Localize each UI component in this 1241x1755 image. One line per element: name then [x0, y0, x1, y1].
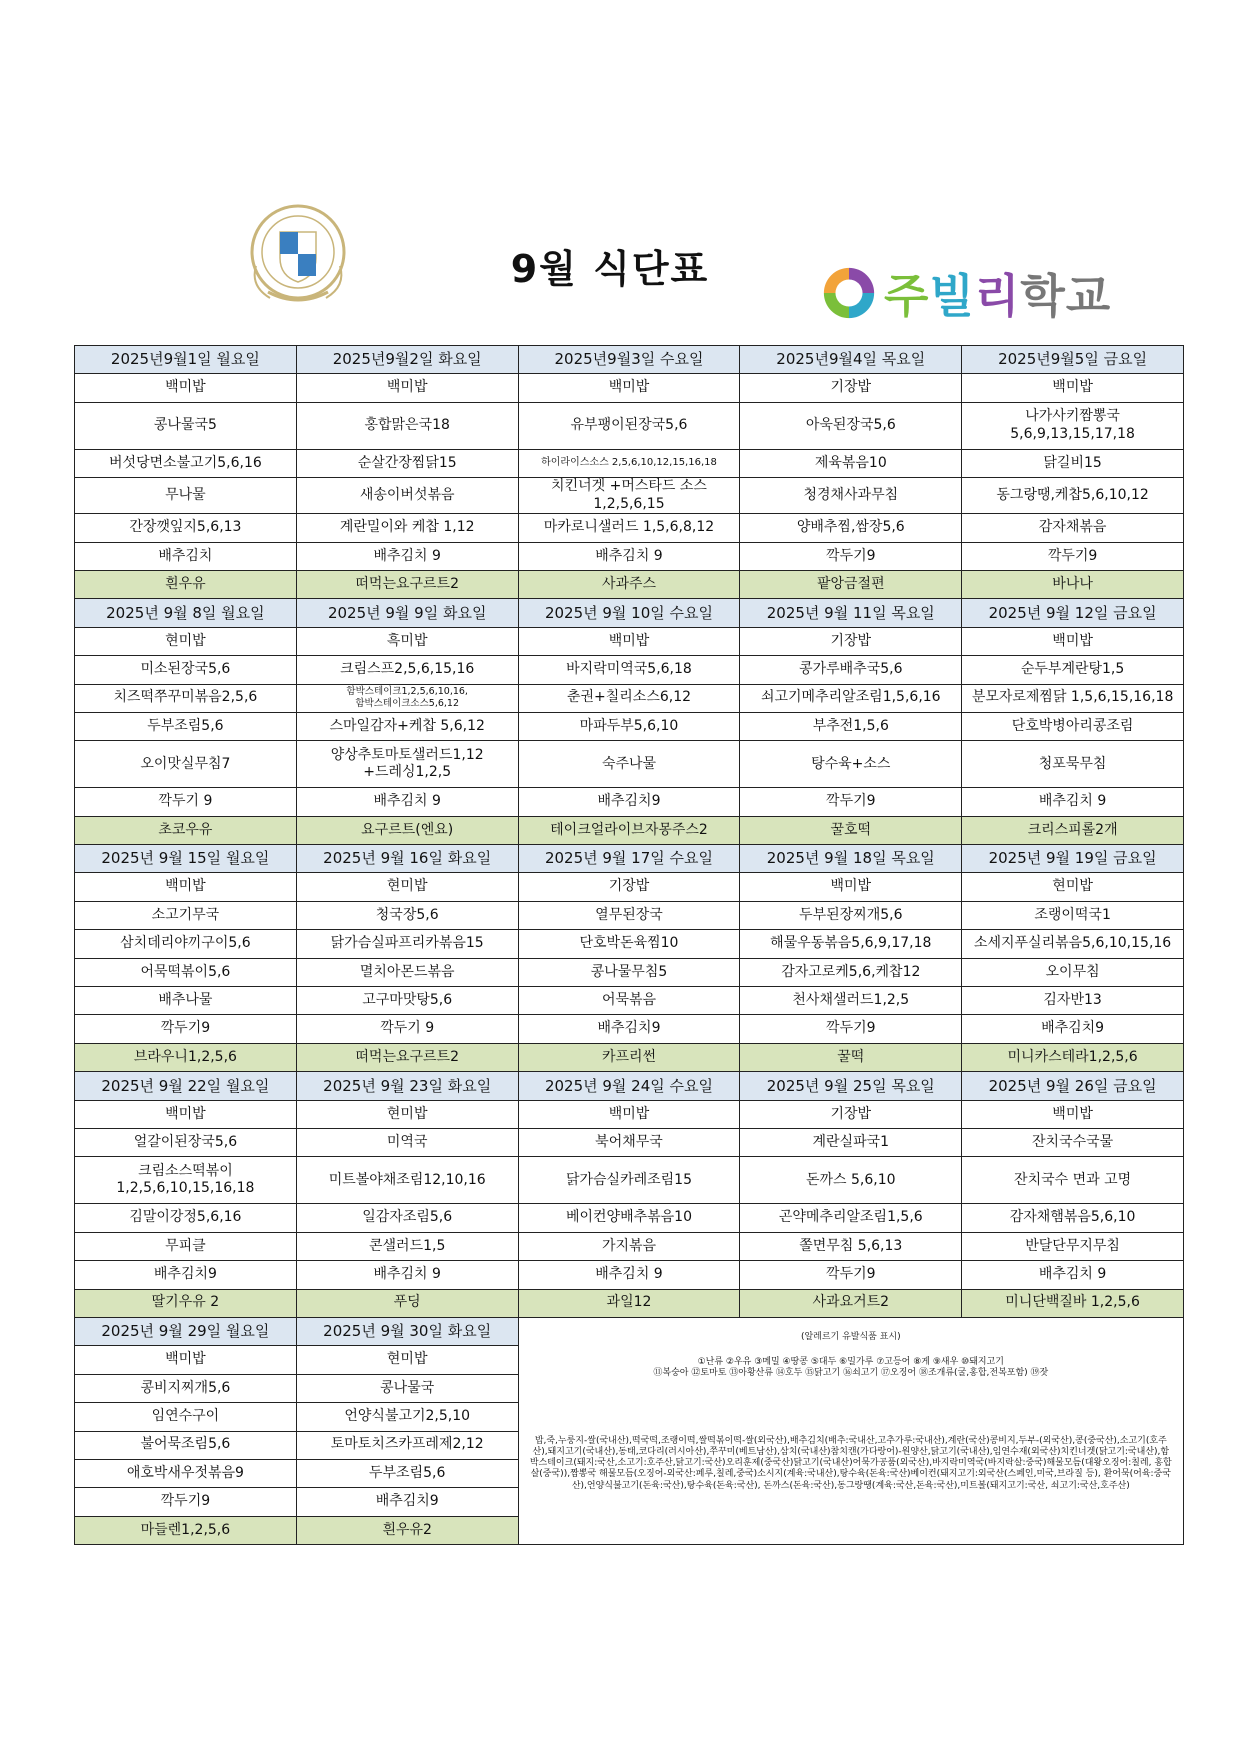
day-date-header: 2025년 9월 29일 월요일 [75, 1317, 297, 1345]
brand-name-part: 학교 [1020, 269, 1112, 323]
menu-item: 기장밥 [740, 1100, 962, 1128]
menu-row [75, 449, 1184, 477]
menu-item: 순두부계란탕1,5 [962, 656, 1184, 684]
menu-item: 임연수구이 [75, 1403, 297, 1431]
menu-row [75, 873, 1184, 901]
menu-item: 콩비지찌개5,6 [75, 1374, 297, 1402]
menu-item: 현미밥 [296, 1100, 518, 1128]
menu-item: 멸치아몬드볶음 [296, 958, 518, 986]
menu-item: 바지락미역국5,6,18 [518, 656, 740, 684]
menu-item: 무나물 [75, 478, 297, 514]
menu-item: 소고기무국 [75, 901, 297, 929]
menu-item: 쇠고기메추리알조림1,5,6,16 [740, 684, 962, 712]
day-date-header: 2025년9월5일 금요일 [962, 346, 1184, 374]
menu-row [75, 684, 1184, 712]
menu-item: 잔치국수 면과 고명 [962, 1157, 1184, 1204]
menu-item: 홍합맑은국18 [296, 402, 518, 449]
menu-item: 백미밥 [75, 1100, 297, 1128]
menu-row [75, 374, 1184, 402]
menu-item: 양상추토마토샐러드1,12 +드레싱1,2,5 [296, 741, 518, 788]
snack-item: 마들렌1,2,5,6 [75, 1516, 297, 1544]
menu-item: 간장깻잎지5,6,13 [75, 514, 297, 542]
snack-item: 푸딩 [296, 1289, 518, 1317]
menu-row [75, 478, 1184, 514]
snack-item: 흰우유2 [296, 1516, 518, 1544]
menu-row [75, 958, 1184, 986]
menu-row [75, 930, 1184, 958]
menu-item: 마카로니샐러드 1,5,6,8,12 [518, 514, 740, 542]
menu-item: 깍두기9 [740, 1261, 962, 1289]
day-date-header: 2025년 9월 8일 월요일 [75, 599, 297, 627]
menu-item: 치즈떡쭈꾸미볶음2,5,6 [75, 684, 297, 712]
menu-item: 새송이버섯볶음 [296, 478, 518, 514]
menu-item: 콩나물국5 [75, 402, 297, 449]
menu-item: 배추김치 [75, 542, 297, 570]
menu-row [75, 346, 1184, 374]
menu-item: 청국장5,6 [296, 901, 518, 929]
menu-row [75, 1261, 1184, 1289]
menu-row [75, 627, 1184, 655]
menu-item: 조랭이떡국1 [962, 901, 1184, 929]
day-date-header: 2025년 9월 11일 목요일 [740, 599, 962, 627]
menu-item: 소세지푸실리볶음5,6,10,15,16 [962, 930, 1184, 958]
menu-row [75, 1289, 1184, 1317]
snack-item: 과일12 [518, 1289, 740, 1317]
menu-item: 잔치국수국물 [962, 1128, 1184, 1156]
menu-row [75, 1100, 1184, 1128]
menu-item: 단호박병아리콩조림 [962, 712, 1184, 740]
menu-item: 현미밥 [75, 627, 297, 655]
menu-item: 쫄면무침 5,6,13 [740, 1232, 962, 1260]
menu-row [75, 1157, 1184, 1204]
menu-item: 배추김치 9 [518, 542, 740, 570]
menu-item: 오이무침 [962, 958, 1184, 986]
menu-item: 백미밥 [75, 873, 297, 901]
day-date-header: 2025년 9월 25일 목요일 [740, 1072, 962, 1100]
menu-item: 곤약메추리알조림1,5,6 [740, 1204, 962, 1232]
day-date-header: 2025년 9월 16일 화요일 [296, 845, 518, 873]
menu-item: 배추김치 9 [296, 542, 518, 570]
menu-item: 김말이강정5,6,16 [75, 1204, 297, 1232]
menu-item: 깍두기9 [740, 1015, 962, 1043]
menu-item: 어묵볶음 [518, 987, 740, 1015]
menu-item: 무피클 [75, 1232, 297, 1260]
menu-row [75, 816, 1184, 844]
allergy-title: (알레르기 유발식품 표시) [800, 1331, 901, 1342]
snack-item: 크리스피롤2개 [962, 816, 1184, 844]
menu-item: 얼갈이된장국5,6 [75, 1128, 297, 1156]
menu-row [75, 901, 1184, 929]
menu-row [75, 1204, 1184, 1232]
menu-item: 백미밥 [740, 873, 962, 901]
day-date-header: 2025년 9월 12일 금요일 [962, 599, 1184, 627]
menu-item: 닭길비15 [962, 449, 1184, 477]
menu-row [75, 1232, 1184, 1260]
menu-item: 계란실파국1 [740, 1128, 962, 1156]
menu-row [75, 987, 1184, 1015]
menu-item: 크림소스떡볶이 1,2,5,6,10,15,16,18 [75, 1157, 297, 1204]
snack-item: 떠먹는요구르트2 [296, 1043, 518, 1071]
snack-item: 흰우유 [75, 570, 297, 598]
menu-item: 분모자로제찜닭 1,5,6,15,16,18 [962, 684, 1184, 712]
menu-item: 스마일감자+케찹 5,6,12 [296, 712, 518, 740]
menu-item: 하이라이스소스 2,5,6,10,12,15,16,18 [518, 449, 740, 477]
menu-row [75, 514, 1184, 542]
day-date-header: 2025년 9월 17일 수요일 [518, 845, 740, 873]
menu-item: 청경채사과무침 [740, 478, 962, 514]
menu-item: 청포묵무침 [962, 741, 1184, 788]
menu-item: 감자고로케5,6,케찹12 [740, 958, 962, 986]
menu-item: 현미밥 [962, 873, 1184, 901]
menu-item: 부추전1,5,6 [740, 712, 962, 740]
menu-item: 현미밥 [296, 873, 518, 901]
menu-item: 배추김치9 [518, 788, 740, 816]
school-brand-icon [820, 264, 878, 322]
menu-item: 나가사키짬뽕국 5,6,9,13,15,17,18 [962, 402, 1184, 449]
school-brand-name [884, 260, 1111, 326]
snack-item: 떠먹는요구르트2 [296, 570, 518, 598]
menu-item: 흑미밥 [296, 627, 518, 655]
menu-item: 깍두기9 [740, 542, 962, 570]
brand-name-part: 리 [974, 269, 1021, 323]
menu-item: 기장밥 [740, 374, 962, 402]
day-date-header: 2025년9월3일 수요일 [518, 346, 740, 374]
menu-row [75, 1128, 1184, 1156]
menu-item: 김자반13 [962, 987, 1184, 1015]
menu-item: 제육볶음10 [740, 449, 962, 477]
snack-item: 팥앙금절편 [740, 570, 962, 598]
snack-item: 테이크얼라이브자몽주스2 [518, 816, 740, 844]
day-date-header: 2025년 9월 15일 월요일 [75, 845, 297, 873]
menu-table-body [75, 346, 1184, 1545]
menu-item: 기장밥 [740, 627, 962, 655]
snack-item: 미니단백질바 1,2,5,6 [962, 1289, 1184, 1317]
menu-item: 배추김치9 [518, 1015, 740, 1043]
snack-item: 미니카스테라1,2,5,6 [962, 1043, 1184, 1071]
snack-item: 사과요거트2 [740, 1289, 962, 1317]
menu-table [74, 345, 1184, 1545]
menu-item: 해물우동볶음5,6,9,17,18 [740, 930, 962, 958]
menu-item: 깍두기9 [75, 1015, 297, 1043]
menu-row [75, 402, 1184, 449]
menu-item: 백미밥 [962, 374, 1184, 402]
page-header [0, 0, 1241, 345]
menu-item: 숙주나물 [518, 741, 740, 788]
menu-item: 두부된장찌개5,6 [740, 901, 962, 929]
menu-item: 양배추찜,쌈장5,6 [740, 514, 962, 542]
menu-item: 깍두기9 [962, 542, 1184, 570]
menu-row [75, 712, 1184, 740]
menu-item: 가지볶음 [518, 1232, 740, 1260]
menu-item: 탕수육+소스 [740, 741, 962, 788]
menu-row [75, 542, 1184, 570]
menu-row [75, 656, 1184, 684]
day-date-header: 2025년 9월 30일 화요일 [296, 1317, 518, 1345]
menu-item: 닭가슴실파프리카볶음15 [296, 930, 518, 958]
allergy-list-line: ⑪복숭아 ⑫토마토 ⑬아황산류 ⑭호두 ⑮닭고기 ⑯쇠고기 ⑰오징어 ⑱조개류(굴,홍합,전복포함) ⑲잣 [653, 1368, 1049, 1379]
menu-item: 애호박새우젓볶음9 [75, 1459, 297, 1487]
menu-item: 배추김치 9 [962, 1261, 1184, 1289]
menu-item: 버섯당면소불고기5,6,16 [75, 449, 297, 477]
day-date-header: 2025년9월4일 목요일 [740, 346, 962, 374]
menu-item: 미트볼야채조림12,10,16 [296, 1157, 518, 1204]
menu-item: 어묵떡볶이5,6 [75, 958, 297, 986]
snack-item: 사과주스 [518, 570, 740, 598]
menu-row [75, 1015, 1184, 1043]
snack-item: 초코우유 [75, 816, 297, 844]
menu-item: 유부팽이된장국5,6 [518, 402, 740, 449]
snack-item: 꿀호떡 [740, 816, 962, 844]
menu-item: 백미밥 [962, 627, 1184, 655]
menu-item: 함박스테이크1,2,5,6,10,16, 함박스테이크소스5,6,12 [296, 684, 518, 712]
menu-row [75, 1072, 1184, 1100]
school-seal-logo [238, 196, 358, 316]
menu-item: 감자채볶음 [962, 514, 1184, 542]
menu-item: 깍두기 9 [296, 1015, 518, 1043]
menu-item: 배추나물 [75, 987, 297, 1015]
menu-item: 두부조림5,6 [296, 1459, 518, 1487]
menu-item: 배추김치9 [75, 1261, 297, 1289]
menu-item: 토마토치즈카프레제2,12 [296, 1431, 518, 1459]
menu-item: 배추김치 9 [962, 788, 1184, 816]
menu-item: 아욱된장국5,6 [740, 402, 962, 449]
day-date-header: 2025년9월1일 월요일 [75, 346, 297, 374]
day-date-header: 2025년 9월 22일 월요일 [75, 1072, 297, 1100]
menu-item: 감자채햄볶음5,6,10 [962, 1204, 1184, 1232]
snack-item: 바나나 [962, 570, 1184, 598]
menu-item: 미역국 [296, 1128, 518, 1156]
menu-item: 콩나물무침5 [518, 958, 740, 986]
menu-item: 동그랑땡,케찹5,6,10,12 [962, 478, 1184, 514]
menu-item: 미소된장국5,6 [75, 656, 297, 684]
menu-item: 백미밥 [962, 1100, 1184, 1128]
menu-row [75, 845, 1184, 873]
menu-row [75, 1317, 1184, 1345]
menu-item: 천사채샐러드1,2,5 [740, 987, 962, 1015]
day-date-header: 2025년 9월 9일 화요일 [296, 599, 518, 627]
menu-item: 반달단무지무침 [962, 1232, 1184, 1260]
page-title: 9월 식단표 [510, 247, 710, 291]
menu-item: 고구마맛탕5,6 [296, 987, 518, 1015]
menu-item: 배추김치9 [962, 1015, 1184, 1043]
menu-item: 기장밥 [518, 873, 740, 901]
menu-item: 백미밥 [518, 374, 740, 402]
menu-item: 두부조림5,6 [75, 712, 297, 740]
menu-item: 깍두기9 [740, 788, 962, 816]
allergy-list-line: ①난류 ②우유 ③메밀 ④땅콩 ⑤대두 ⑥밀가루 ⑦고등어 ⑧게 ⑨새우 ⑩돼지고기 [697, 1357, 1004, 1368]
menu-row [75, 570, 1184, 598]
brand-name-part: 빌 [929, 269, 975, 323]
menu-item: 치킨너겟 +머스타드 소스 1,2,5,6,15 [518, 478, 740, 514]
snack-item: 꿀떡 [740, 1043, 962, 1071]
menu-row [75, 1043, 1184, 1071]
snack-item: 카프리썬 [518, 1043, 740, 1071]
day-date-header: 2025년 9월 10일 수요일 [518, 599, 740, 627]
menu-item: 마파두부5,6,10 [518, 712, 740, 740]
menu-item: 배추김치 9 [296, 788, 518, 816]
menu-item: 콩나물국 [296, 1374, 518, 1402]
day-date-header: 2025년 9월 24일 수요일 [518, 1072, 740, 1100]
menu-item: 언양식불고기2,5,10 [296, 1403, 518, 1431]
menu-item: 단호박돈육찜10 [518, 930, 740, 958]
menu-item: 콩가루배추국5,6 [740, 656, 962, 684]
snack-item: 딸기우유 2 [75, 1289, 297, 1317]
snack-item: 요구르트(엔요) [296, 816, 518, 844]
menu-item: 춘권+칠리소스6,12 [518, 684, 740, 712]
menu-item: 순살간장찜닭15 [296, 449, 518, 477]
menu-item: 배추김치 9 [296, 1261, 518, 1289]
brand-name-part: 주 [884, 269, 930, 323]
day-date-header: 2025년 9월 18일 목요일 [740, 845, 962, 873]
menu-item: 백미밥 [75, 374, 297, 402]
day-date-header: 2025년 9월 26일 금요일 [962, 1072, 1184, 1100]
menu-item: 삼치데리야끼구이5,6 [75, 930, 297, 958]
menu-item: 백미밥 [75, 1346, 297, 1374]
menu-item: 크림스프2,5,6,15,16 [296, 656, 518, 684]
menu-item: 북어채무국 [518, 1128, 740, 1156]
menu-item: 일감자조림5,6 [296, 1204, 518, 1232]
menu-item: 불어묵조림5,6 [75, 1431, 297, 1459]
menu-item: 닭가슴실카레조림15 [518, 1157, 740, 1204]
menu-item: 계란밀이와 케찹 1,12 [296, 514, 518, 542]
menu-item: 깍두기9 [75, 1488, 297, 1516]
menu-item: 배추김치 9 [518, 1261, 740, 1289]
menu-item: 백미밥 [518, 1100, 740, 1128]
menu-item: 열무된장국 [518, 901, 740, 929]
menu-item: 배추김치9 [296, 1488, 518, 1516]
origin-info-text: 밥,죽,누룽지-쌀(국내산),떡국떡,조랭이떡,쌀떡볶이떡-쌀(외국산),배추김치(배추:국내산,고추가루:국내산),계란(국산)콩비지,두부-(외국산),콩(중국산),소고기(호주산),돼지고기(국내산),동태,코다리(러시아산),쭈꾸미(베트남산),삼치(국내산)참치캔(가다랑어)-원양산,닭고기(국내산),임연수재(외국산)치킨너겟(닭고기:국내산),함박스테이크(돼지:국산,소고기:호주산,닭고기:국산)오리훈제(중국산)닭고기(국내산)어묵가공품(외국산),바지락미역국(바지락살:중국)해물모듬(대왕오징어:칠레, 홍합살(중국)),짬뽕국 해물모듬(오징어-외국산:페루,칠레,중국)소시지(계육:국내산),탕수육(돈육:국산)베이컨(돼지고기:외국산(스페인,미국,브라질 등), 환어묵(어육:중국산),언양식불고기(돈육:국산),탕수육(돈육:국산), 돈까스(돈육:국산),동그랑땡(계육:국산,돈육:국산),미트볼(돼지고기:국산, 쇠고기:국산,호주산) [529, 1435, 1172, 1491]
menu-row [75, 788, 1184, 816]
day-date-header: 2025년9월2일 화요일 [296, 346, 518, 374]
menu-item: 돈까스 5,6,10 [740, 1157, 962, 1204]
day-date-header: 2025년 9월 23일 화요일 [296, 1072, 518, 1100]
school-brand [820, 258, 1111, 328]
allergy-info-panel [518, 1317, 1183, 1544]
menu-item: 콘샐러드1,5 [296, 1232, 518, 1260]
snack-item: 브라우니1,2,5,6 [75, 1043, 297, 1071]
day-date-header: 2025년 9월 19일 금요일 [962, 845, 1184, 873]
menu-row [75, 599, 1184, 627]
menu-item: 깍두기 9 [75, 788, 297, 816]
menu-row [75, 741, 1184, 788]
menu-item: 베이컨양배추볶음10 [518, 1204, 740, 1232]
menu-item: 오이맛실무침7 [75, 741, 297, 788]
menu-item: 백미밥 [518, 627, 740, 655]
menu-item: 백미밥 [296, 374, 518, 402]
menu-item: 현미밥 [296, 1346, 518, 1374]
